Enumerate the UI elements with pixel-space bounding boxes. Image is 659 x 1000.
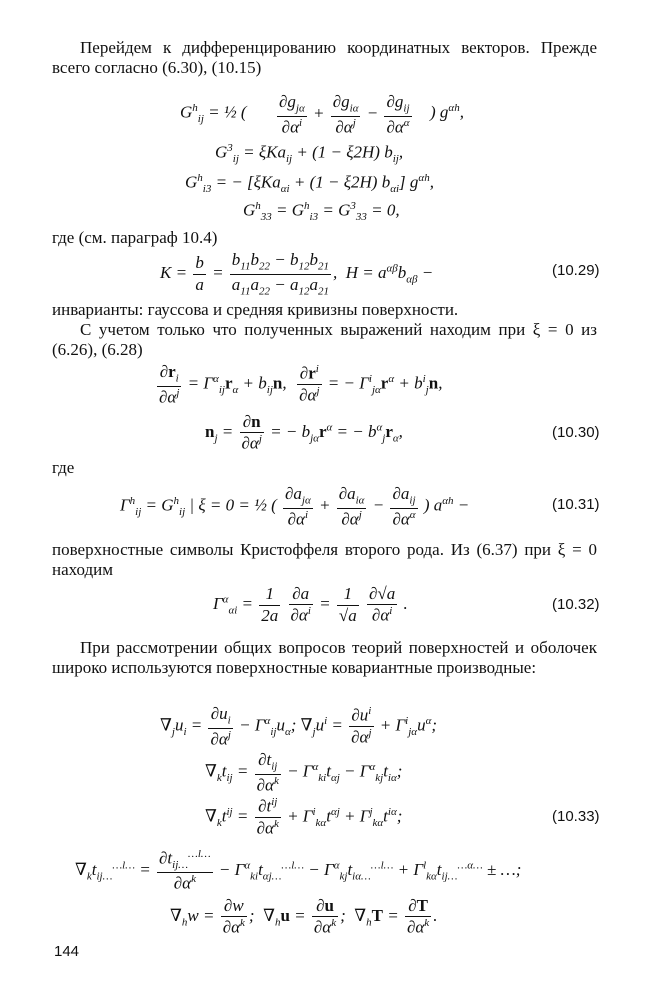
paragraph-1: Перейдем к дифференцированию координатных векторов. Прежде всего согласно (6.30), (10.15) <box>52 38 597 78</box>
paragraph-6: поверхностные символы Кристоффеля второго рода. Из (6.37) при ξ = 0 находим <box>52 540 597 580</box>
equation-number: (10.29) <box>552 262 600 279</box>
page: Перейдем к дифференцированию координатных векторов. Прежде всего согласно (6.30), (10.15) $G^h_{ij}$ = ½ ( $\frac{\partial g_{j\alpha}}{\partial\alpha^i}$ + $\frac{\partial g_{i\alpha}}{\partial\alpha^j}$ − $\frac{\partial g_{ij}}{\partial\alpha^\alpha}$ ) $g^{\alpha h}$, $G^3_{ij} = \xi Ka_{ij} + (1 - \xi 2H)$ $b_{ij}$, $G^h_{i3}$ = − [ξKa$_{\alpha i}$ + (1 − ξ2H) $b_{\alpha i}$] $g^{\alpha h}$, $G^h_{33} = G^h_{i3} = G^3_{33} = 0$, где (см. параграф 10.4) K = $\frac{b}{a}$ = $\frac{b_{11}b_{22} - b_{12}b_{21}}{a_{11}a_{22} - a_{12}a_{21}}$ , $H = a^{\alpha\beta}b_{\alpha\beta}$ − (10.29) инварианты: гауссова и средняя кривизны поверхности. С учетом только что полученных выражений находим при ξ = 0 из (6.26), (6.28) $\frac{\partial r_i}{\partial\alpha^j}$ = $\Gamma^\alpha_{ij}r_\alpha + b_{ij}n$, $\frac{\partial r^i}{\partial\alpha^j}$ = − $\Gamma^i_{j\alpha}r^\alpha + b^i_jn$, $n_j$ = $\frac{\partial n}{\partial\alpha^j}$ = − $b_{j\alpha}r^\alpha$ = − $b^\alpha_jr_\alpha$, (10.30) где $\Gamma^h_{ij} = G^h_{ij}$ | ξ = 0 = ½ ( $\frac{\partial a_{j\alpha}}{\partial\alpha^i}$ + $\frac{\partial a_{i\alpha}}{\partial\alpha^j}$ − $\frac{\partial a_{ij}}{\partial\alpha^\alpha}$ ) $a^{\alpha h}$ − (10.31) поверхностные символы Кристоффеля второго рода. Из (6.37) при ξ = 0 находим $\Gamma^\alpha_{\alpha i}$ = $\frac{1}{2a}$ $\frac{\partial a}{\partial\alpha^i}$ = $\frac{1}{√a}$ $\frac{\partial√a}{\partial\alpha^i}$ . (10.32) При рассмотрении общих вопросов теорий поверхностей и оболочек широко используются поверхностные ковариантные производные: $\nabla_ju_i$ = $\frac{\partial u_i}{\partial\alpha^j}$ − $\Gamma^\alpha_{ij}u_\alpha$; $\nabla_ju^i$ = $\frac{\partial u^i}{\partial\alpha^j}$ + $\Gamma^i_{j\alpha}u^\alpha$; $\nabla_kt_{ij}$ = $\frac{\partial t_{ij}}{\partial\alpha^k}$ − $\Gamma^\alpha_{ki}t_{\alpha j} - \Gamma^\alpha_{kj}t_{i\alpha}$; $\nabla_kt^{ij}$ = $\frac{\partial t^{ij}}{\partial\alpha^k}$ + $\Gamma^i_{k\alpha}t^{\alpha j} + \Gamma^j_{k\alpha}t^{i\alpha}$; (10.33) $\nabla_kt_{ij\dots}^{\dots l\dots}$ = $\frac{\partial t_{ij\dots}^{\dots l\dots}}{\partial\alpha^k}$ − $\Gamma^\alpha_{ki}t_{\alpha j\dots}^{\dots l\dots} - \Gamma^\alpha_{kj}t_{i\alpha\dots}^{\dots l\dots} + \Gamma^l_{k\alpha}t_{ij\dots}^{\dots\alpha\dots}$ ± …; $\nabla_hw$ = $\frac{\partial w}{\partial\alpha^k}$ ; $\nabla_hu$ = $\frac{\partial u}{\partial\alpha^k}$ ; $\nabla_hT$ = $\frac{\partial T}{\partial\alpha^k}$ . 144 <box>52 38 600 960</box>
paragraph-3: инварианты: гауссова и средняя кривизны поверхности. <box>52 300 459 319</box>
paragraph-7: При рассмотрении общих вопросов теорий поверхностей и оболочек широко используются поверхностные ковариантные производные: <box>52 638 597 678</box>
equation-number: (10.32) <box>552 596 600 613</box>
equation-number: (10.31) <box>552 496 600 513</box>
paragraph-2: где (см. параграф 10.4) <box>52 228 218 247</box>
page-number: 144 <box>54 943 80 960</box>
paragraph-4: С учетом только что полученных выражений находим при ξ = 0 из (6.26), (6.28) <box>52 320 597 360</box>
paragraph-5: где <box>52 458 75 477</box>
equation-number: (10.30) <box>552 424 600 441</box>
equation-number: (10.33) <box>552 808 600 825</box>
